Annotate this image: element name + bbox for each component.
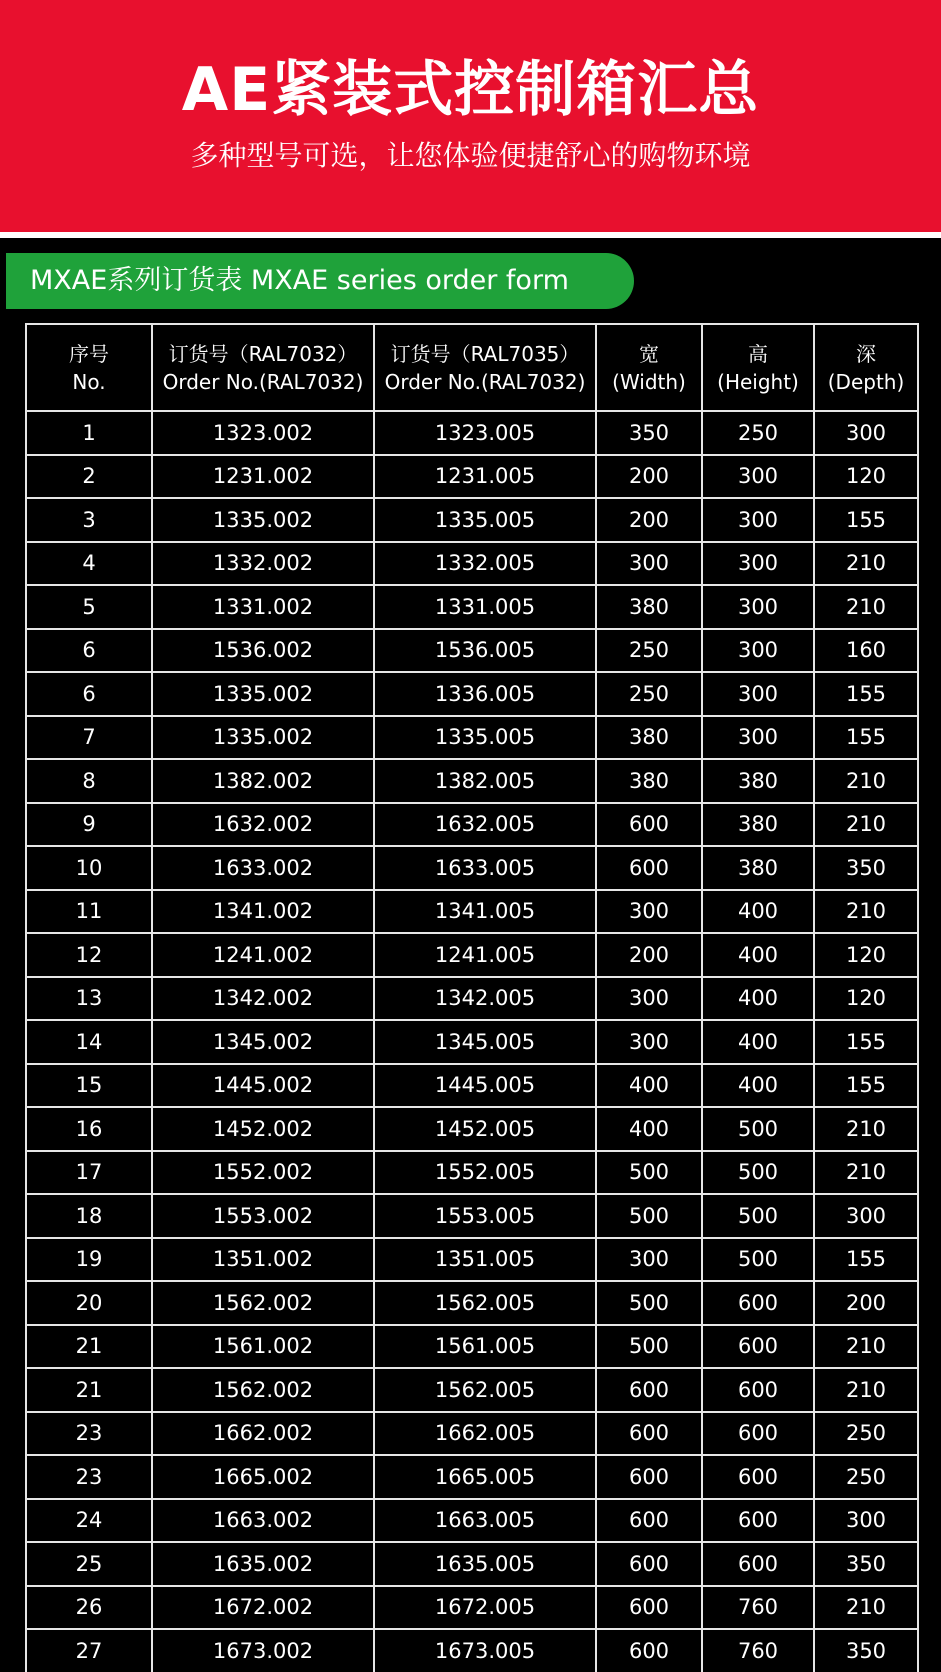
table-row <box>26 498 918 542</box>
cell-height: 300 <box>702 542 814 586</box>
cell-no: 6 <box>26 672 152 716</box>
cell-order-7032: 1562.002 <box>152 1368 374 1412</box>
header-order-7035-en: Order No.(RAL7032) <box>384 369 586 394</box>
cell-depth: 300 <box>814 1499 918 1543</box>
table-row <box>26 455 918 499</box>
table-row <box>26 1020 918 1064</box>
cell-no: 17 <box>26 1151 152 1195</box>
cell-order-7032: 1335.002 <box>152 716 374 760</box>
cell-no: 18 <box>26 1194 152 1238</box>
cell-width: 380 <box>596 716 702 760</box>
cell-order-7035: 1562.005 <box>374 1281 596 1325</box>
cell-order-7035: 1331.005 <box>374 585 596 629</box>
cell-depth: 120 <box>814 933 918 977</box>
cell-width: 300 <box>596 1020 702 1064</box>
cell-depth: 300 <box>814 1194 918 1238</box>
cell-height: 600 <box>702 1499 814 1543</box>
cell-order-7035: 1562.005 <box>374 1368 596 1412</box>
cell-no: 21 <box>26 1325 152 1369</box>
cell-order-7032: 1553.002 <box>152 1194 374 1238</box>
cell-height: 300 <box>702 629 814 673</box>
cell-width: 300 <box>596 1238 702 1282</box>
cell-width: 500 <box>596 1151 702 1195</box>
cell-order-7032: 1332.002 <box>152 542 374 586</box>
cell-height: 300 <box>702 585 814 629</box>
cell-depth: 155 <box>814 672 918 716</box>
cell-height: 380 <box>702 803 814 847</box>
cell-no: 12 <box>26 933 152 977</box>
table-row <box>26 977 918 1021</box>
cell-order-7035: 1336.005 <box>374 672 596 716</box>
cell-no: 24 <box>26 1499 152 1543</box>
cell-order-7032: 1241.002 <box>152 933 374 977</box>
header-no-zh: 序号 <box>69 341 109 366</box>
cell-width: 400 <box>596 1064 702 1108</box>
table-row <box>26 1107 918 1151</box>
table-row <box>26 933 918 977</box>
cell-no: 14 <box>26 1020 152 1064</box>
cell-depth: 210 <box>814 1368 918 1412</box>
cell-no: 1 <box>26 411 152 455</box>
cell-no: 7 <box>26 716 152 760</box>
cell-depth: 250 <box>814 1455 918 1499</box>
table-row <box>26 1542 918 1586</box>
header-height <box>702 324 814 411</box>
cell-depth: 210 <box>814 1586 918 1630</box>
cell-order-7035: 1241.005 <box>374 933 596 977</box>
table-row <box>26 1629 918 1672</box>
cell-depth: 200 <box>814 1281 918 1325</box>
cell-height: 760 <box>702 1629 814 1672</box>
cell-height: 400 <box>702 977 814 1021</box>
cell-width: 600 <box>596 1586 702 1630</box>
cell-depth: 210 <box>814 1325 918 1369</box>
cell-no: 16 <box>26 1107 152 1151</box>
cell-width: 250 <box>596 629 702 673</box>
cell-order-7035: 1231.005 <box>374 455 596 499</box>
cell-depth: 120 <box>814 977 918 1021</box>
header-no-en: No. <box>72 369 106 394</box>
cell-height: 300 <box>702 455 814 499</box>
cell-height: 600 <box>702 1368 814 1412</box>
cell-order-7035: 1323.005 <box>374 411 596 455</box>
cell-width: 600 <box>596 1629 702 1672</box>
cell-no: 27 <box>26 1629 152 1672</box>
cell-order-7032: 1342.002 <box>152 977 374 1021</box>
table-row <box>26 716 918 760</box>
cell-order-7035: 1445.005 <box>374 1064 596 1108</box>
order-table <box>25 323 919 1672</box>
header-height-zh: 高 <box>748 341 768 366</box>
cell-depth: 350 <box>814 846 918 890</box>
cell-order-7035: 1335.005 <box>374 716 596 760</box>
cell-order-7032: 1231.002 <box>152 455 374 499</box>
table-row <box>26 1586 918 1630</box>
table-row <box>26 1194 918 1238</box>
cell-order-7035: 1672.005 <box>374 1586 596 1630</box>
page-title: AE紧装式控制箱汇总 <box>181 55 760 125</box>
table-row <box>26 672 918 716</box>
cell-depth: 210 <box>814 759 918 803</box>
cell-order-7035: 1351.005 <box>374 1238 596 1282</box>
table-row <box>26 1368 918 1412</box>
cell-order-7032: 1536.002 <box>152 629 374 673</box>
cell-order-7032: 1345.002 <box>152 1020 374 1064</box>
header-order-7035-zh: 订货号（RAL7035） <box>390 341 580 366</box>
cell-no: 26 <box>26 1586 152 1630</box>
table-row <box>26 1281 918 1325</box>
cell-height: 400 <box>702 890 814 934</box>
cell-width: 600 <box>596 1412 702 1456</box>
cell-order-7032: 1633.002 <box>152 846 374 890</box>
section-label: MXAE系列订货表 MXAE series order form <box>6 253 634 309</box>
cell-width: 500 <box>596 1281 702 1325</box>
banner-divider <box>0 232 941 238</box>
cell-depth: 210 <box>814 803 918 847</box>
cell-order-7032: 1351.002 <box>152 1238 374 1282</box>
cell-depth: 350 <box>814 1542 918 1586</box>
table-row <box>26 803 918 847</box>
table-row <box>26 1064 918 1108</box>
cell-order-7032: 1382.002 <box>152 759 374 803</box>
cell-no: 8 <box>26 759 152 803</box>
cell-width: 600 <box>596 1499 702 1543</box>
cell-order-7035: 1632.005 <box>374 803 596 847</box>
cell-order-7032: 1445.002 <box>152 1064 374 1108</box>
cell-no: 25 <box>26 1542 152 1586</box>
table-row <box>26 1499 918 1543</box>
cell-order-7032: 1452.002 <box>152 1107 374 1151</box>
header-order-7032 <box>152 324 374 411</box>
cell-depth: 155 <box>814 1238 918 1282</box>
table-row <box>26 1325 918 1369</box>
header-width-en: (Width) <box>612 369 686 394</box>
table-header-row <box>26 324 918 411</box>
cell-order-7032: 1561.002 <box>152 1325 374 1369</box>
cell-order-7035: 1345.005 <box>374 1020 596 1064</box>
cell-order-7032: 1323.002 <box>152 411 374 455</box>
cell-order-7032: 1673.002 <box>152 1629 374 1672</box>
header-depth <box>814 324 918 411</box>
cell-width: 300 <box>596 542 702 586</box>
cell-order-7035: 1342.005 <box>374 977 596 1021</box>
cell-order-7035: 1673.005 <box>374 1629 596 1672</box>
cell-height: 600 <box>702 1325 814 1369</box>
cell-width: 350 <box>596 411 702 455</box>
cell-width: 600 <box>596 1368 702 1412</box>
cell-order-7035: 1662.005 <box>374 1412 596 1456</box>
cell-width: 600 <box>596 803 702 847</box>
cell-no: 23 <box>26 1412 152 1456</box>
header-order-7035 <box>374 324 596 411</box>
cell-no: 5 <box>26 585 152 629</box>
cell-order-7032: 1562.002 <box>152 1281 374 1325</box>
cell-order-7032: 1665.002 <box>152 1455 374 1499</box>
cell-height: 600 <box>702 1455 814 1499</box>
cell-height: 760 <box>702 1586 814 1630</box>
cell-no: 19 <box>26 1238 152 1282</box>
page-subtitle: 多种型号可选，让您体验便捷舒心的购物环境 <box>190 139 751 172</box>
cell-height: 600 <box>702 1542 814 1586</box>
cell-width: 380 <box>596 759 702 803</box>
table-row <box>26 629 918 673</box>
cell-no: 13 <box>26 977 152 1021</box>
table-row <box>26 585 918 629</box>
cell-no: 10 <box>26 846 152 890</box>
table-row <box>26 411 918 455</box>
cell-width: 380 <box>596 585 702 629</box>
cell-width: 300 <box>596 977 702 1021</box>
cell-width: 400 <box>596 1107 702 1151</box>
cell-width: 500 <box>596 1325 702 1369</box>
cell-width: 600 <box>596 1542 702 1586</box>
cell-width: 500 <box>596 1194 702 1238</box>
cell-width: 200 <box>596 498 702 542</box>
cell-depth: 120 <box>814 455 918 499</box>
cell-depth: 210 <box>814 1151 918 1195</box>
cell-no: 4 <box>26 542 152 586</box>
cell-order-7035: 1341.005 <box>374 890 596 934</box>
cell-order-7032: 1663.002 <box>152 1499 374 1543</box>
cell-order-7032: 1341.002 <box>152 890 374 934</box>
cell-height: 400 <box>702 1020 814 1064</box>
cell-order-7035: 1663.005 <box>374 1499 596 1543</box>
cell-order-7032: 1335.002 <box>152 672 374 716</box>
cell-depth: 250 <box>814 1412 918 1456</box>
cell-order-7032: 1632.002 <box>152 803 374 847</box>
table-row <box>26 1455 918 1499</box>
cell-no: 20 <box>26 1281 152 1325</box>
cell-height: 380 <box>702 759 814 803</box>
header-order-7032-zh: 订货号（RAL7032） <box>168 341 358 366</box>
cell-height: 500 <box>702 1151 814 1195</box>
cell-height: 500 <box>702 1238 814 1282</box>
cell-order-7032: 1552.002 <box>152 1151 374 1195</box>
header-depth-zh: 深 <box>856 341 876 366</box>
cell-width: 600 <box>596 1455 702 1499</box>
cell-depth: 300 <box>814 411 918 455</box>
cell-no: 6 <box>26 629 152 673</box>
cell-no: 15 <box>26 1064 152 1108</box>
cell-height: 300 <box>702 672 814 716</box>
cell-height: 300 <box>702 498 814 542</box>
cell-depth: 210 <box>814 1107 918 1151</box>
cell-width: 600 <box>596 846 702 890</box>
cell-width: 250 <box>596 672 702 716</box>
table-row <box>26 1151 918 1195</box>
cell-order-7035: 1665.005 <box>374 1455 596 1499</box>
cell-no: 21 <box>26 1368 152 1412</box>
cell-width: 300 <box>596 890 702 934</box>
table-row <box>26 759 918 803</box>
table-row <box>26 846 918 890</box>
cell-height: 300 <box>702 716 814 760</box>
table-row <box>26 542 918 586</box>
cell-height: 400 <box>702 1064 814 1108</box>
table-row <box>26 1412 918 1456</box>
cell-width: 200 <box>596 455 702 499</box>
cell-height: 250 <box>702 411 814 455</box>
cell-depth: 210 <box>814 542 918 586</box>
cell-order-7035: 1335.005 <box>374 498 596 542</box>
cell-order-7035: 1382.005 <box>374 759 596 803</box>
cell-order-7035: 1553.005 <box>374 1194 596 1238</box>
header-depth-en: (Depth) <box>827 369 905 394</box>
cell-order-7035: 1332.005 <box>374 542 596 586</box>
cell-height: 400 <box>702 933 814 977</box>
cell-depth: 155 <box>814 498 918 542</box>
cell-depth: 210 <box>814 585 918 629</box>
cell-order-7032: 1335.002 <box>152 498 374 542</box>
cell-order-7035: 1561.005 <box>374 1325 596 1369</box>
cell-no: 23 <box>26 1455 152 1499</box>
cell-no: 11 <box>26 890 152 934</box>
table-row <box>26 890 918 934</box>
cell-order-7032: 1635.002 <box>152 1542 374 1586</box>
cell-height: 500 <box>702 1194 814 1238</box>
header-banner <box>0 0 941 232</box>
header-order-7032-en: Order No.(RAL7032) <box>162 369 364 394</box>
cell-depth: 350 <box>814 1629 918 1672</box>
cell-order-7032: 1672.002 <box>152 1586 374 1630</box>
cell-no: 9 <box>26 803 152 847</box>
cell-height: 600 <box>702 1281 814 1325</box>
cell-order-7035: 1452.005 <box>374 1107 596 1151</box>
cell-depth: 155 <box>814 1020 918 1064</box>
header-no <box>26 324 152 411</box>
cell-height: 500 <box>702 1107 814 1151</box>
cell-no: 3 <box>26 498 152 542</box>
cell-height: 600 <box>702 1412 814 1456</box>
table-row <box>26 1238 918 1282</box>
cell-order-7032: 1331.002 <box>152 585 374 629</box>
cell-depth: 155 <box>814 716 918 760</box>
cell-depth: 155 <box>814 1064 918 1108</box>
cell-order-7035: 1635.005 <box>374 1542 596 1586</box>
header-width <box>596 324 702 411</box>
cell-height: 380 <box>702 846 814 890</box>
cell-order-7035: 1536.005 <box>374 629 596 673</box>
cell-width: 200 <box>596 933 702 977</box>
cell-order-7035: 1633.005 <box>374 846 596 890</box>
header-width-zh: 宽 <box>639 341 659 366</box>
cell-depth: 160 <box>814 629 918 673</box>
cell-order-7032: 1662.002 <box>152 1412 374 1456</box>
header-height-en: (Height) <box>717 369 799 394</box>
cell-order-7035: 1552.005 <box>374 1151 596 1195</box>
cell-depth: 210 <box>814 890 918 934</box>
cell-no: 2 <box>26 455 152 499</box>
